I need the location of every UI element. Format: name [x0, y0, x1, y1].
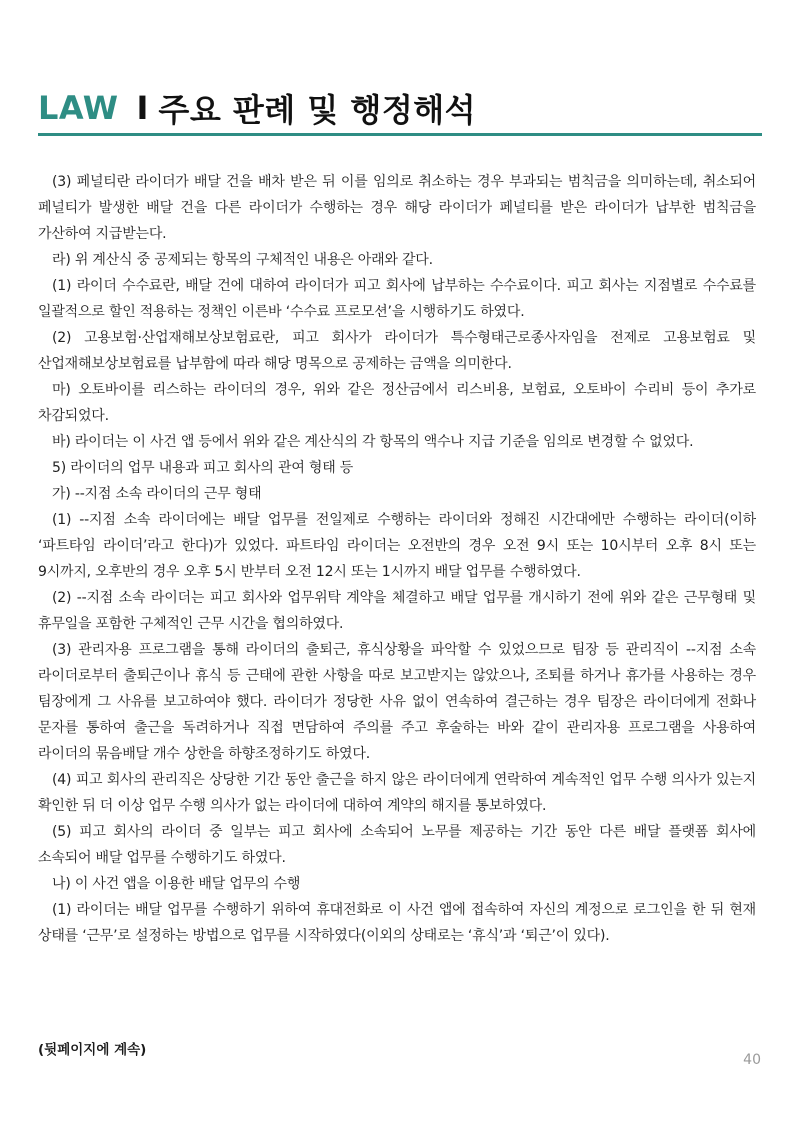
paragraph: 라) 위 계산식 중 공제되는 항목의 구체적인 내용은 아래와 같다. [52, 252, 433, 268]
section-label: LAW [38, 89, 119, 127]
header-rule [38, 133, 762, 136]
paragraph: (5) 피고 회사의 라이더 중 일부는 피고 회사에 소속되어 노무를 제공하는 기간 동안 다른 배달 플랫폼 회사에 소속되어 배달 업무를 수행하기도 하였다. [38, 824, 756, 866]
paragraph: 가) --지점 소속 라이더의 근무 형태 [52, 486, 262, 502]
header-separator: I [136, 89, 149, 127]
paragraph: (1) --지점 소속 라이더에는 배달 업무를 전일제로 수행하는 라이더와 정해진 시간대에만 수행하는 라이더(이하 ‘파트타임 라이더’라고 한다)가 있었다. 파트타임 라이더는 오전반의 경우 오전 9시 또는 10시부터 오후 8시 또는 9시까지, 오후반의 경우 오후 5시 반부터 오전 12시 또는 1시까지 배달 업무를 수행하였다. [38, 512, 756, 580]
paragraph: 5) 라이더의 업무 내용과 피고 회사의 관여 형태 등 [52, 460, 354, 476]
paragraph: (2) 고용보험·산업재해보상보험료란, 피고 회사가 라이더가 특수형태근로종사자임을 전제로 고용보험료 및 산업재해보상보험료를 납부함에 따라 해당 명목으로 공제하는 금액을 의미한다. [38, 330, 756, 372]
paragraph: (3) 관리자용 프로그램을 통해 라이더의 출퇴근, 휴식상황을 파악할 수 있었으므로 팀장 등 관리직이 --지점 소속 라이더로부터 출퇴근이나 휴식 등 근태에 관한 사항을 따로 보고받지는 않았으나, 조퇴를 하거나 휴가를 사용하는 경우 팀장에게 그 사유를 보고하여야 했다. 라이더가 정당한 사유 없이 연속하여 결근하는 경우 팀장은 라이더에게 전화나 문자를 통하여 출근을 독려하거나 직접 면담하여 주의를 주고 후술하는 바와 같이 관리자용 프로그램을 사용하여 라이더의 묶음배달 개수 상한을 하향조정하기도 하였다. [38, 642, 756, 762]
body-text [38, 169, 756, 949]
paragraph: (2) --지점 소속 라이더는 피고 회사와 업무위탁 계약을 체결하고 배달 업무를 개시하기 전에 위와 같은 근무형태 및 휴무일을 포함한 구체적인 근무 시간을 협의하였다. [38, 590, 756, 632]
page-number: 40 [743, 1052, 761, 1068]
page-header [38, 86, 476, 130]
paragraph: 바) 라이더는 이 사건 앱 등에서 위와 같은 계산식의 각 항목의 액수나 지급 기준을 임의로 변경할 수 없었다. [52, 434, 694, 450]
paragraph: 나) 이 사건 앱을 이용한 배달 업무의 수행 [52, 876, 301, 892]
page-title: 주요 판례 및 행정해석 [158, 91, 477, 129]
paragraph: (1) 라이더 수수료란, 배달 건에 대하여 라이더가 피고 회사에 납부하는 수수료이다. 피고 회사는 지점별로 수수료를 일괄적으로 할인 적용하는 정책인 이른바 ‘수수료 프로모션’을 시행하기도 하였다. [38, 278, 756, 320]
paragraph: (3) 페널티란 라이더가 배달 건을 배차 받은 뒤 이를 임의로 취소하는 경우 부과되는 범칙금을 의미하는데, 취소되어 페널티가 발생한 배달 건을 다른 라이더가 수행하는 경우 해당 라이더가 페널티를 받은 라이더가 납부한 범칙금을 가산하여 지급받는다. [38, 174, 756, 242]
continued-note: (뒷페이지에 계속) [38, 1042, 147, 1058]
paragraph: 마) 오토바이를 리스하는 라이더의 경우, 위와 같은 정산금에서 리스비용, 보험료, 오토바이 수리비 등이 추가로 차감되었다. [38, 382, 756, 424]
paragraph: (4) 피고 회사의 관리직은 상당한 기간 동안 출근을 하지 않은 라이더에게 연락하여 계속적인 업무 수행 의사가 있는지 확인한 뒤 더 이상 업무 수행 의사가 없는 라이더에 대하여 계약의 해지를 통보하였다. [38, 772, 756, 814]
paragraph: (1) 라이더는 배달 업무를 수행하기 위하여 휴대전화로 이 사건 앱에 접속하여 자신의 계정으로 로그인을 한 뒤 현재 상태를 ‘근무’로 설정하는 방법으로 업무를 시작하였다(이외의 상태로는 ‘휴식’과 ‘퇴근’이 있다). [38, 902, 756, 944]
